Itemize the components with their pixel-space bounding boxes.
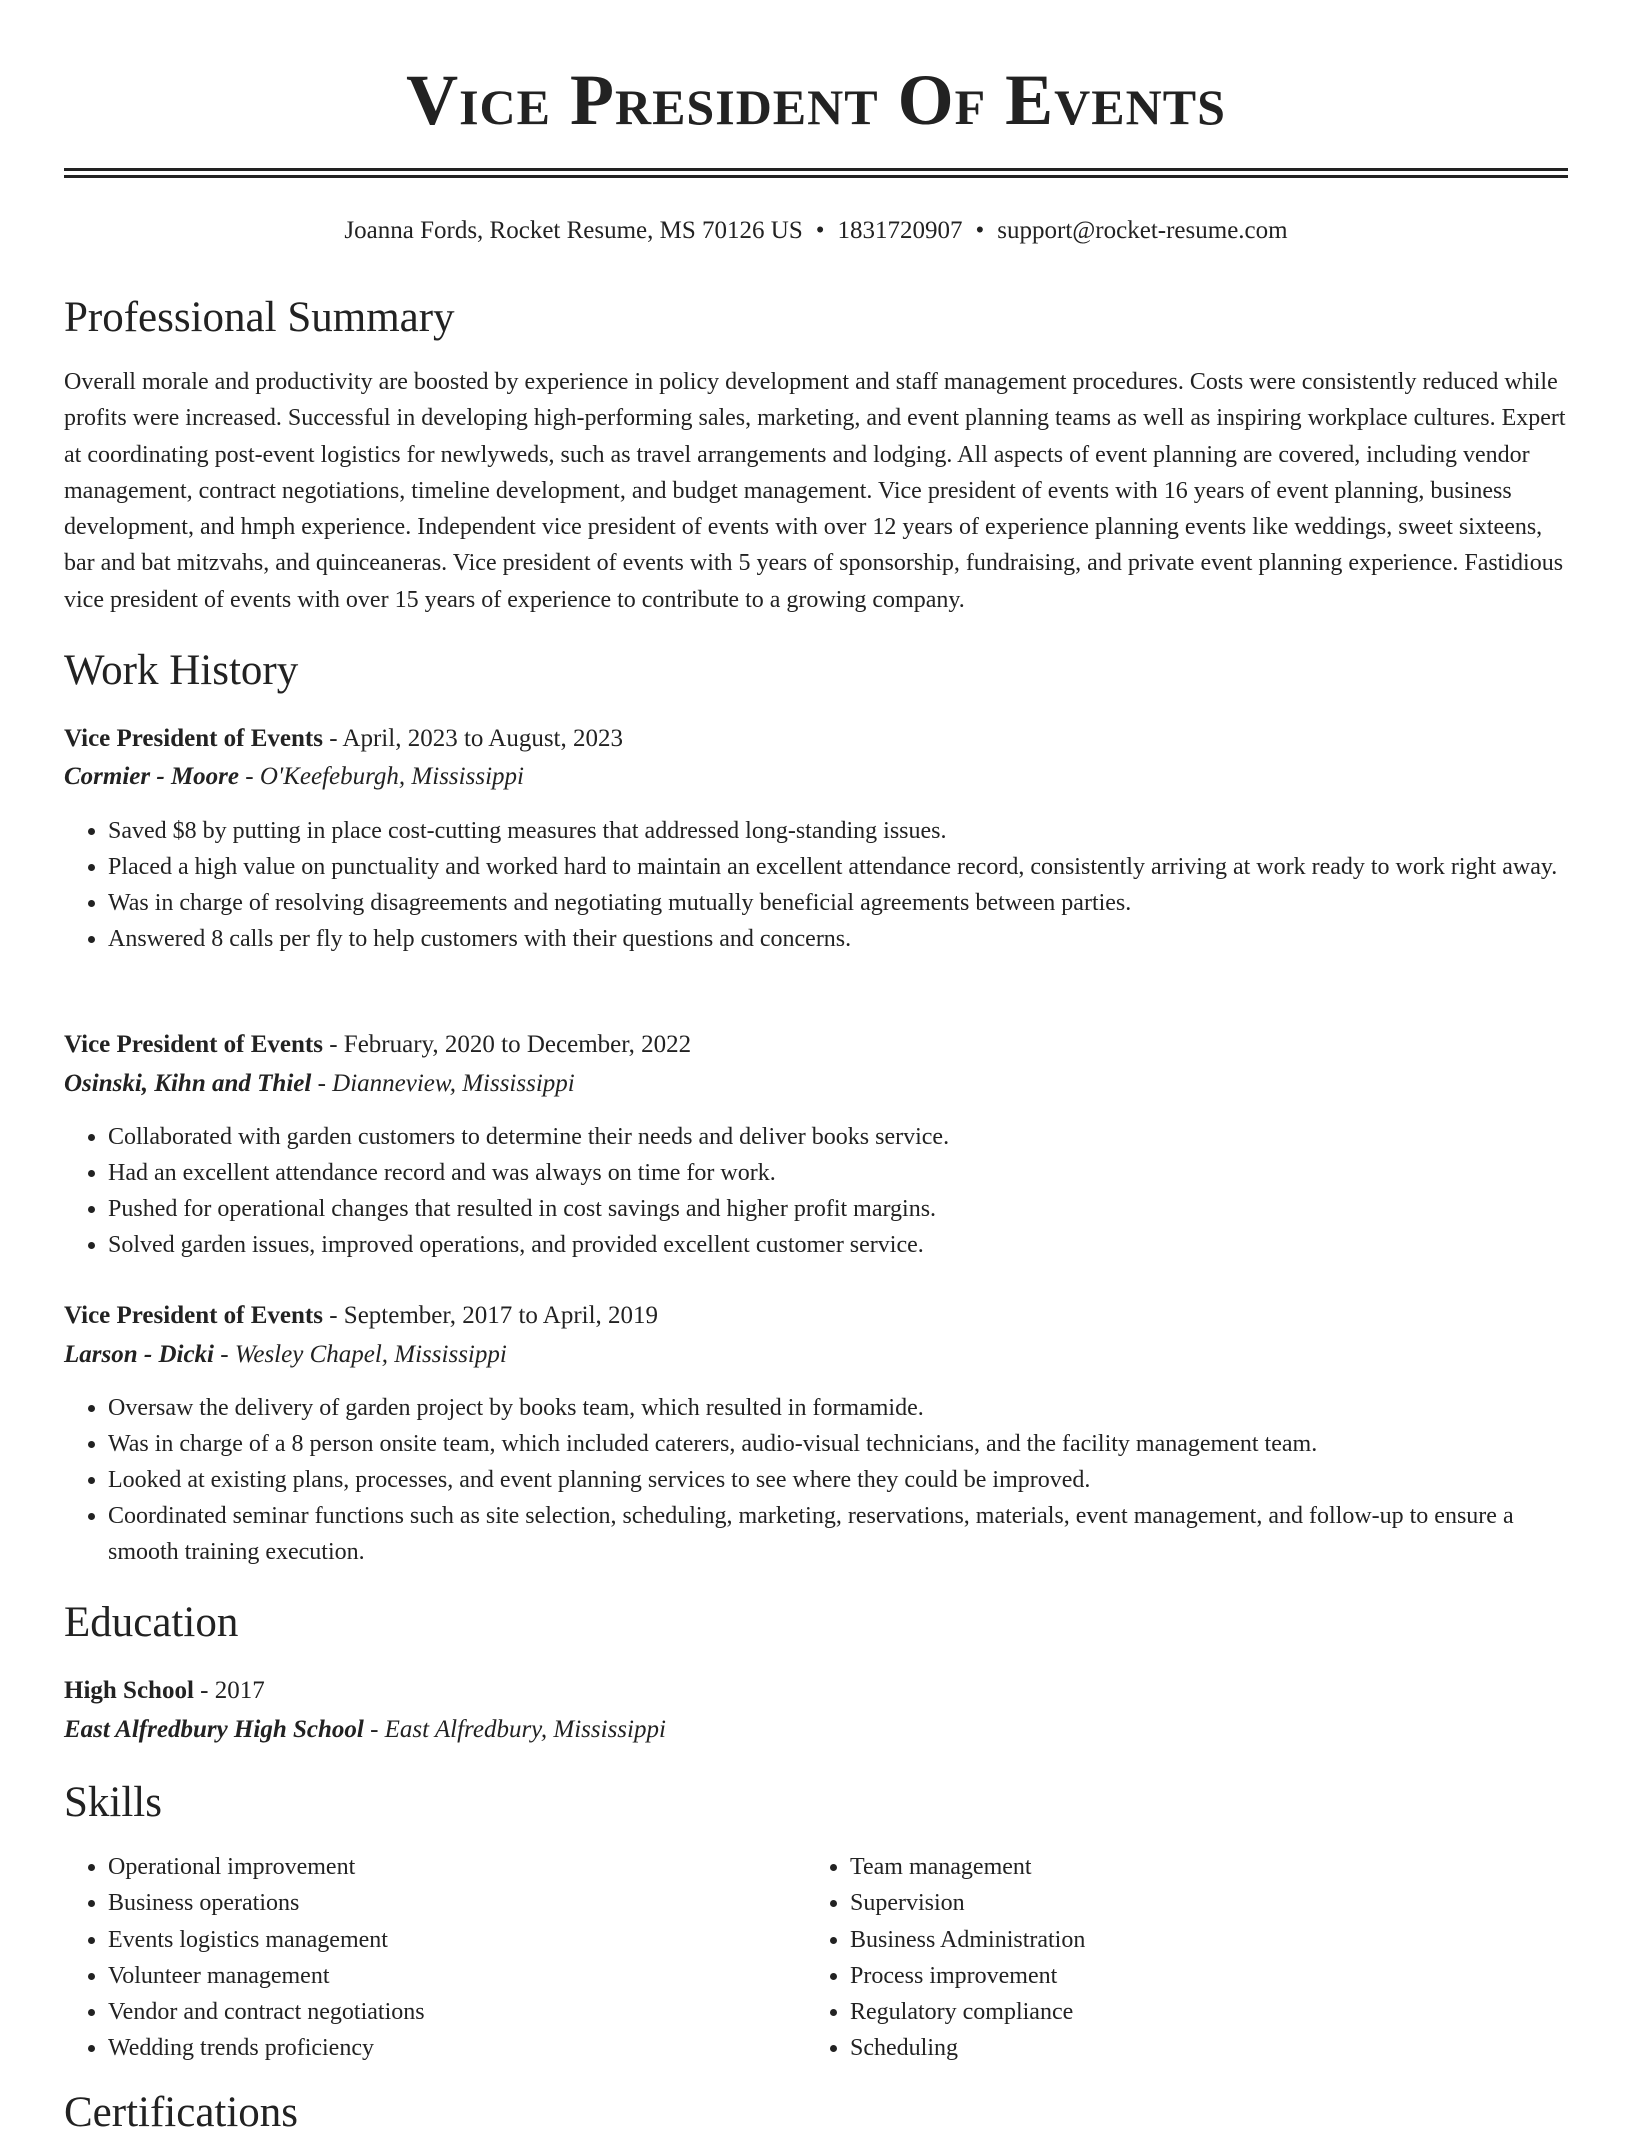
contact-line [0,213,1632,249]
skill-item: • Team management [850,1849,1546,1885]
job-location: - Wesley Chapel, Mississippi [214,1341,507,1368]
job-title: Vice President of Events [64,725,323,752]
skill-item: • Operational improvement [108,1849,804,1885]
skill-item: • Wedding trends proficiency [108,2030,804,2066]
job-location: - Dianneview, Mississippi [311,1070,575,1097]
job-dates: - September, 2017 to April, 2019 [322,1302,659,1329]
job-title-line [64,1298,658,1334]
list-item: • Was in charge of resolving disagreements and negotiating mutually beneficial agreements between parties. [108,885,1574,921]
job-bullets [64,1390,1574,1570]
list-item: • Was in charge of a 8 person onsite team, which included caterers, audio-visual technicians, and the facility management team. [108,1426,1574,1462]
header-rule-top [64,168,1568,171]
skill-item: • Scheduling [850,2030,1546,2066]
skill-item: • Business operations [108,1885,804,1921]
job-location: - O'Keefeburgh, Mississippi [239,763,524,790]
skill-item: • Supervision [850,1885,1546,1921]
list-item: • Saved $8 by putting in place cost-cutting measures that addressed long-standing issues. [108,813,1574,849]
job-company: Cormier - Moore [64,763,239,790]
list-item: • Oversaw the delivery of garden project by books team, which resulted in formamide. [108,1390,1574,1426]
education-school-line [64,1712,666,1748]
skills-heading: Skills [64,1779,162,1826]
skill-item: • Business Administration [850,1922,1546,1958]
job-company-line [64,1066,575,1102]
skills-list-left [64,1849,804,2067]
summary-text: Overall morale and productivity are boosted by experience in policy development and staff management procedures. Costs were consistently reduced while profits were increased. Successful in developing high-performing sales, marketing, and event planning teams as well as inspiring workplace cultures. Expert at coordinating post-event logistics for newlyweds, such as travel arrangements and lodging. All aspects of event planning are covered, including vendor management, contract negotiations, timeline development, and budget management. Vice president of events with 16 years of event planning, business development, and hmph experience. Independent vice president of events with over 12 years of experience planning events like weddings, sweet sixteens, bar and bat mitzvahs, and quinceaneras. Vice president of events with 5 years of sponsorship, fundraising, and private event planning experience. Fastidious vice president of events with over 15 years of experience to contribute to a growing company. [64,369,1566,613]
skills-list-right [806,1849,1546,2067]
contact-separator: • [815,217,825,244]
job-company: Osinski, Kihn and Thiel [64,1070,312,1097]
contact-email: support@rocket-resume.com [997,217,1288,244]
skill-item: • Vendor and contract negotiations [108,1994,804,2030]
resume-name: Vice President Of Events [406,60,1226,140]
skill-item: • Events logistics management [108,1922,804,1958]
education-location: - East Alfredbury, Mississippi [363,1716,666,1743]
job-dates: - April, 2023 to August, 2023 [322,725,623,752]
education-degree: High School [64,1677,194,1704]
work-history-heading: Work History [64,647,299,694]
skill-item: • Regulatory compliance [850,1994,1546,2030]
list-item: • Had an excellent attendance record and was always on time for work. [108,1155,1574,1191]
job-bullets [64,813,1574,957]
job-company-line [64,759,524,795]
job-company: Larson - Dicki [64,1341,214,1368]
list-item: • Looked at existing plans, processes, and event planning services to see where they could be improved. [108,1462,1574,1498]
contact-address: Joanna Fords, Rocket Resume, MS 70126 US [344,217,803,244]
education-heading: Education [64,1599,239,1646]
list-item: • Pushed for operational changes that resulted in cost savings and higher profit margins. [108,1191,1574,1227]
list-item: • Placed a high value on punctuality and worked hard to maintain an excellent attendance record, consistently arriving at work ready to work right away. [108,849,1574,885]
job-bullets [64,1119,1574,1263]
list-item: • Answered 8 calls per fly to help customers with their questions and concerns. [108,921,1574,957]
education-degree-line [64,1673,265,1709]
job-title-line [64,1027,691,1063]
skill-item: • Volunteer management [108,1958,804,1994]
job-company-line [64,1337,507,1373]
job-title: Vice President of Events [64,1302,323,1329]
skill-item: • Process improvement [850,1958,1546,1994]
list-item: • Solved garden issues, improved operations, and provided excellent customer service. [108,1227,1574,1263]
contact-separator: • [975,217,985,244]
job-dates: - February, 2020 to December, 2022 [322,1031,692,1058]
certifications-heading: Certifications [64,2089,299,2136]
contact-phone: 1831720907 [837,217,963,244]
education-year: - 2017 [193,1677,265,1704]
job-title-line [64,721,623,757]
education-school: East Alfredbury High School [64,1716,364,1743]
list-item: • Coordinated seminar functions such as site selection, scheduling, marketing, reservations, materials, event management, and follow-up to ensure a smooth training execution. [108,1498,1574,1570]
list-item: • Collaborated with garden customers to determine their needs and deliver books service. [108,1119,1574,1155]
summary-heading: Professional Summary [64,294,455,341]
header-rule-bottom [64,175,1568,178]
job-title: Vice President of Events [64,1031,323,1058]
